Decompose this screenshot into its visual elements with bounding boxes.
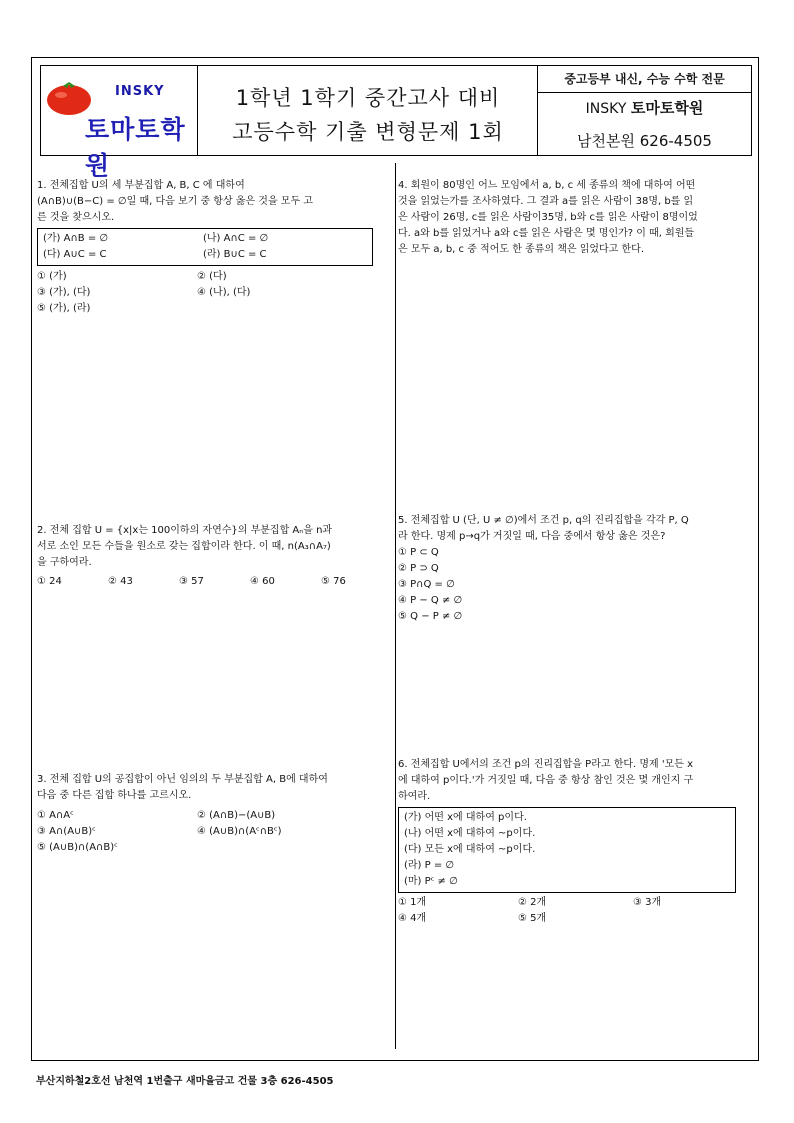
q6-choice: ① 1개 — [398, 897, 427, 908]
question-5 — [398, 513, 754, 625]
q4-line: 은 사람이 26명, c를 읽은 사람이35명, b와 c를 읽은 사람이 8명이었 — [398, 212, 698, 223]
q3-choice: ③ A∩(A∪B)ᶜ — [37, 826, 96, 837]
q2-choices — [37, 574, 392, 590]
academy-name — [538, 97, 751, 118]
branch-phone: 남천본원 626-4505 — [577, 132, 712, 150]
q2-choice: ⑤ 76 — [321, 576, 346, 587]
q6-condition: (다) 모든 x에 대하여 ~p이다. — [404, 844, 536, 855]
title-cell — [198, 66, 538, 155]
q2-stem: 을 구하여라. — [37, 557, 92, 568]
q6-stem: 에 대하여 p이다.'가 거짓일 때, 다음 중 항상 참인 것은 몇 개인지 구 — [398, 775, 694, 786]
q3-choice: ⑤ (A∪B)∩(A∩B)ᶜ — [37, 842, 118, 853]
q5-stem: 5. 전체집합 U (단, U ≠ ∅)에서 조건 p, q의 진리집합을 각각 P, Q — [398, 515, 689, 526]
q1-choice: ① (가) — [37, 271, 67, 282]
q6-condition-box — [398, 807, 736, 893]
q3-choice: ① A∩Aᶜ — [37, 810, 74, 821]
q2-choice: ③ 57 — [179, 576, 204, 587]
q1-condition: (가) A∩B = ∅ — [43, 233, 109, 244]
q2-choice: ④ 60 — [250, 576, 275, 587]
footer-address: 부산지하철2호선 남천역 1번출구 새마을금고 건물 3층 626-4505 — [36, 1076, 334, 1087]
question-3 — [37, 772, 392, 856]
q3-stem: 다음 중 다른 집합 하나를 고르시오. — [37, 790, 192, 801]
q1-stem: 1. 전체집합 U의 세 부분집합 A, B, C 에 대하여 — [37, 180, 245, 191]
tagline: 중고등부 내신, 수능 수학 전문 — [538, 66, 751, 93]
q3-choice: ② (A∩B)−(A∪B) — [197, 810, 276, 821]
question-4 — [398, 178, 754, 258]
q3-choices — [37, 808, 392, 856]
question-1 — [37, 178, 392, 317]
exam-title-line1: 1학년 1학기 중간고사 대비 — [235, 86, 501, 110]
q1-condition: (라) B∪C = C — [203, 249, 267, 260]
q1-choice: ③ (가), (다) — [37, 287, 91, 298]
q2-choice: ② 43 — [108, 576, 133, 587]
question-6 — [398, 757, 754, 927]
q5-choice: ⑤ Q − P ≠ ∅ — [398, 611, 463, 622]
q1-choice: ④ (나), (다) — [197, 287, 251, 298]
q2-stem: 서로 소인 모든 수들을 원소로 갖는 집합이라 한다. 이 때, n(A₃∩A₇) — [37, 541, 331, 552]
q3-stem: 3. 전체 집합 U의 공집합이 아닌 임의의 두 부분집합 A, B에 대하여 — [37, 774, 328, 785]
q6-condition: (라) P = ∅ — [404, 860, 455, 871]
q1-stem: (A∩B)∪(B−C) = ∅일 때, 다음 보기 중 항상 옳은 것을 모두 고 — [37, 196, 313, 207]
q1-stem: 른 것을 찾으시오. — [37, 212, 115, 223]
q6-choice: ② 2개 — [518, 897, 547, 908]
q6-condition: (마) Pᶜ ≠ ∅ — [404, 876, 458, 887]
brand-english: INSKY — [115, 84, 165, 99]
q2-stem: 2. 전체 집합 U = {x|x는 100이하의 자연수}의 부분집합 Aₙ을 n과 — [37, 525, 333, 536]
academy-info-cell — [538, 66, 751, 155]
q1-condition: (나) A∩C = ∅ — [203, 233, 269, 244]
q4-line: 4. 회원이 80명인 어느 모임에서 a, b, c 세 종류의 책에 대하여 어떤 — [398, 180, 696, 191]
q1-condition-box — [37, 228, 373, 266]
q5-choice: ② P ⊃ Q — [398, 563, 439, 574]
q6-choice: ⑤ 5개 — [518, 913, 547, 924]
q6-choice: ④ 4개 — [398, 913, 427, 924]
q2-choice: ① 24 — [37, 576, 62, 587]
question-2 — [37, 523, 392, 590]
exam-title-line2: 고등수학 기출 변형문제 1회 — [232, 120, 504, 144]
q1-condition: (다) A∪C = C — [43, 249, 107, 260]
q6-condition: (나) 어떤 x에 대하여 ~p이다. — [404, 828, 536, 839]
q5-stem: 라 한다. 명제 p→q가 거짓일 때, 다음 중에서 항상 옳은 것은? — [398, 531, 666, 542]
brand-korean: 토마토학원 — [85, 115, 186, 180]
q1-choice: ② (다) — [197, 271, 227, 282]
column-divider — [395, 163, 396, 1049]
academy-name-en: INSKY — [585, 101, 627, 117]
q6-stem: 하여라. — [398, 791, 431, 802]
q3-choice: ④ (A∪B)∩(Aᶜ∩Bᶜ) — [197, 826, 282, 837]
academy-name-ko: 토마토학원 — [630, 99, 704, 117]
q4-line: 것을 읽었는가를 조사하였다. 그 결과 a를 읽은 사람이 38명, b를 읽 — [398, 196, 694, 207]
q4-line: 은 모두 a, b, c 중 적어도 한 종류의 책은 읽었다고 한다. — [398, 244, 645, 255]
q5-choice: ④ P − Q ≠ ∅ — [398, 595, 463, 606]
q5-choice: ① P ⊂ Q — [398, 547, 439, 558]
q6-choices — [398, 895, 754, 927]
q4-line: 다. a와 b를 읽었거나 a와 c를 읽은 사람은 몇 명인가? 이 때, 회원들 — [398, 228, 695, 239]
q6-stem: 6. 전체집합 U에서의 조건 p의 진리집합을 P라고 한다. 명제 '모든 x — [398, 759, 694, 770]
q1-choice: ⑤ (가), (라) — [37, 303, 91, 314]
q6-condition: (가) 어떤 x에 대하여 p이다. — [404, 812, 527, 823]
q5-choice: ③ P∩Q = ∅ — [398, 579, 455, 590]
q6-choice: ③ 3개 — [633, 897, 662, 908]
q1-choices — [37, 269, 392, 317]
logo-cell — [41, 66, 198, 180]
header-table — [40, 65, 752, 180]
